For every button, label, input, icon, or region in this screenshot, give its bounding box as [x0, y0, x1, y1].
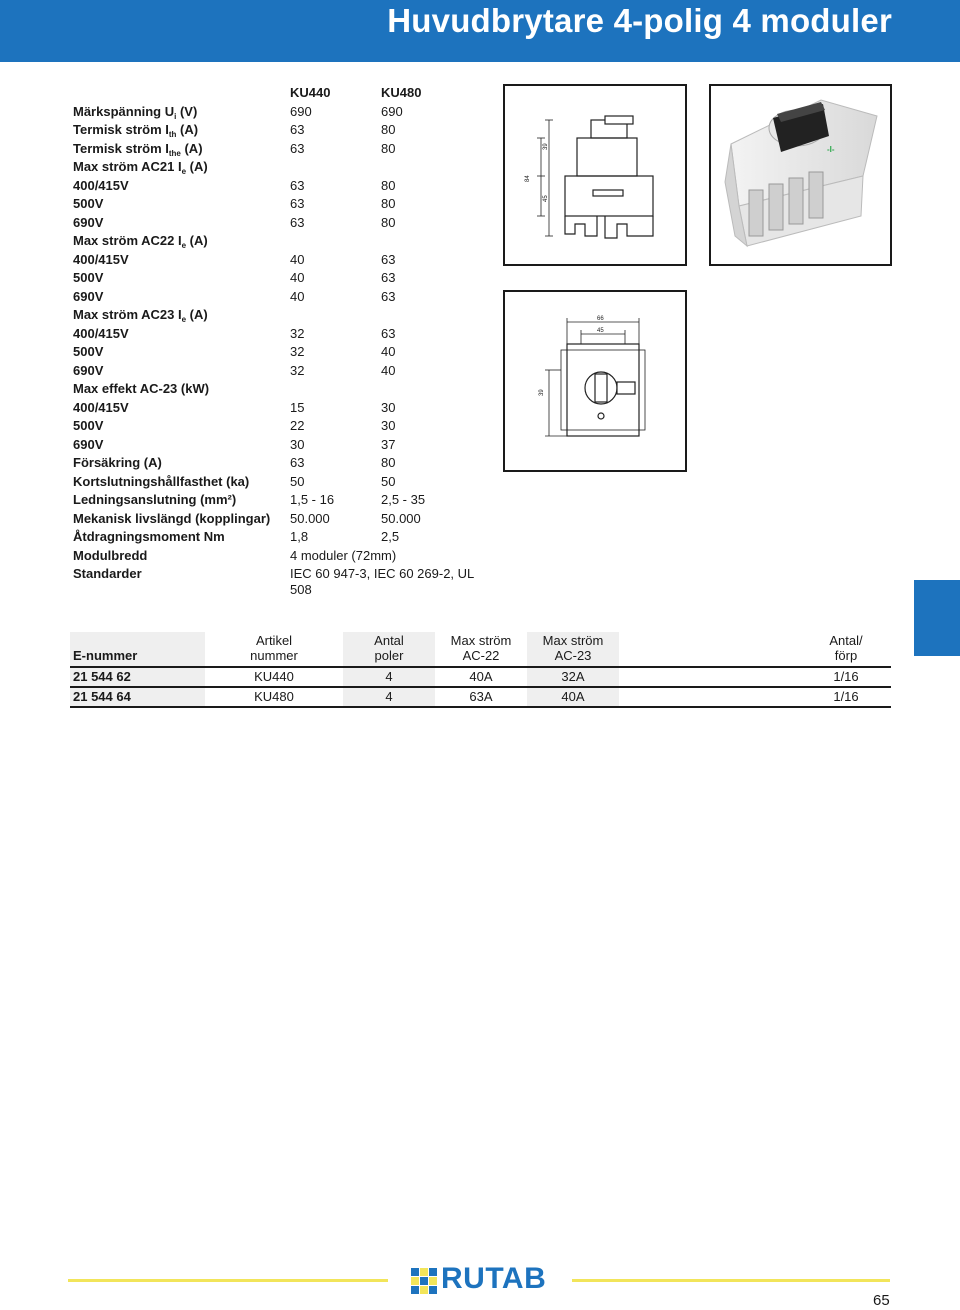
cell-ac23: 40A	[527, 687, 619, 707]
header-empty	[619, 632, 801, 667]
spec-label-text: 690V	[73, 362, 104, 378]
spec-value-ku480: 63	[381, 251, 396, 267]
spec-label-text: 690V	[73, 214, 104, 230]
spec-value-ku440: 30	[290, 436, 305, 452]
spec-value-ku440: 32	[290, 362, 305, 378]
spec-value-ku440: 22	[290, 418, 305, 433]
spec-value-ku440: 50.000	[290, 510, 330, 526]
product-photo-svg	[711, 86, 890, 264]
spec-value-ku440: 40	[290, 270, 305, 285]
spec-label-text: Åtdragningsmoment Nm	[73, 529, 225, 544]
spec-label-unit: (A)	[186, 307, 208, 322]
spec-label	[73, 454, 162, 473]
header-antal-forp: Antal/ förp	[801, 632, 891, 667]
spec-value: 4 moduler (72mm)	[290, 547, 397, 563]
product-photo	[709, 84, 892, 266]
dim-label: 45	[597, 328, 604, 334]
spec-label-text: Max ström AC22 I	[73, 233, 182, 248]
spec-label: Standarder	[73, 566, 142, 581]
spec-value-ku480: 2,5	[381, 529, 400, 544]
spec-value-ku440: 63	[290, 196, 305, 211]
spec-value-ku480: 30	[381, 399, 396, 415]
spec-value-ku440: 63	[290, 140, 305, 156]
side-tab	[914, 580, 960, 656]
front-view-svg	[505, 292, 685, 470]
spec-label-unit: (A)	[176, 122, 199, 137]
spec-label-unit: (A)	[186, 233, 208, 248]
spec-label-subscript: e	[181, 241, 187, 250]
spec-label-text: 500V	[73, 344, 104, 359]
spec-label-text: Mekanisk livslängd (kopplingar)	[73, 510, 271, 526]
page-number: 65	[873, 1292, 890, 1309]
spec-label-unit: (A)	[186, 159, 208, 174]
spec-value-ku440: 32	[290, 344, 305, 359]
side-view-drawing	[503, 84, 687, 266]
spec-label	[73, 251, 129, 270]
spec-label	[73, 491, 236, 510]
footer-rule-right	[572, 1279, 890, 1282]
spec-value: IEC 60 947-3, IEC 60 269-2, UL 508	[290, 566, 474, 597]
footer-rule-left	[68, 1279, 388, 1282]
spec-label-unit: (A)	[180, 140, 203, 156]
spec-label	[73, 510, 270, 529]
dim-label: 39	[539, 389, 545, 396]
spec-label	[73, 436, 103, 455]
dim-label: 66	[597, 316, 604, 322]
cell-e-nummer: 21 544 64	[70, 687, 205, 707]
spec-value-ku440: 1,8	[290, 529, 309, 544]
spec-label-text: Max ström AC21 I	[73, 159, 182, 174]
spec-label-text: Max effekt AC-23 (kW)	[73, 381, 210, 396]
spec-label-text: 500V	[73, 270, 104, 285]
front-view-drawing	[503, 290, 687, 472]
spec-label	[73, 473, 249, 492]
dim-label: 39	[543, 143, 549, 150]
cell-poler: 4	[343, 687, 435, 707]
spec-value-ku480: 30	[381, 418, 396, 433]
spec-value-ku480: 50	[381, 473, 396, 489]
spec-label-text: 400/415V	[73, 177, 129, 193]
side-view-svg	[505, 86, 685, 264]
spec-label-subscript: i	[174, 111, 177, 121]
spec-value-ku440: 40	[290, 288, 305, 304]
spec-column-ku480: KU480	[381, 85, 422, 100]
page-title: Huvudbrytare 4-polig 4 moduler	[387, 2, 892, 39]
header-antal-poler: Antal poler	[343, 632, 435, 667]
spec-value-ku440: 63	[290, 177, 305, 193]
spec-label-text: 400/415V	[73, 251, 129, 267]
spec-label	[73, 417, 103, 436]
spec-label	[73, 343, 103, 362]
spec-label	[73, 288, 103, 307]
dim-label: 45	[543, 195, 549, 202]
dim-label: 84	[525, 175, 531, 182]
spec-value-ku480: 63	[381, 270, 396, 285]
spec-label	[73, 380, 209, 399]
spec-value-ku440: 15	[290, 399, 305, 415]
spec-label	[73, 269, 103, 288]
photo-mark: -I-	[827, 145, 835, 154]
header-artikel-nummer: Artikel nummer	[205, 632, 343, 667]
header-bar	[0, 0, 960, 62]
spec-value-ku480: 80	[381, 455, 396, 470]
spec-label	[73, 362, 103, 381]
spec-label-text: 400/415V	[73, 399, 129, 415]
spec-label-text: 400/415V	[73, 325, 129, 341]
spec-label-text: Max ström AC23 I	[73, 307, 182, 322]
spec-value-ku440: 40	[290, 251, 305, 267]
cell-e-nummer: 21 544 62	[70, 667, 205, 687]
spec-value-ku480: 80	[381, 196, 396, 211]
spec-value-ku480: 2,5 - 35	[381, 492, 426, 507]
spec-label-text: 500V	[73, 196, 104, 211]
spec-value-ku480: 40	[381, 344, 396, 359]
spec-value-ku440: 1,5 - 16	[290, 492, 335, 507]
spec-column-ku440: KU440	[290, 85, 331, 100]
rutab-logo	[411, 1262, 551, 1297]
table-row	[70, 667, 891, 687]
spec-label	[73, 177, 129, 196]
spec-value-ku480: 40	[381, 362, 396, 378]
spec-label-subscript: e	[181, 167, 187, 176]
spec-label-text: Ledningsanslutning (mm²)	[73, 492, 237, 507]
cell-ac22: 40A	[435, 667, 527, 687]
spec-label-text: 690V	[73, 436, 104, 452]
spec-label-text: Termisk ström I	[73, 140, 169, 156]
header-e-nummer: E-nummer	[70, 632, 205, 667]
order-table	[70, 632, 891, 708]
spec-value-ku440: 32	[290, 325, 305, 341]
spec-label-text: 500V	[73, 418, 104, 433]
spec-value-ku480: 80	[381, 122, 396, 137]
spec-label	[73, 214, 103, 233]
spec-value-ku440: 690	[290, 103, 312, 119]
spec-value-ku480: 80	[381, 214, 396, 230]
cell-empty	[619, 687, 801, 707]
spec-value-ku440: 50	[290, 473, 305, 489]
cell-poler: 4	[343, 667, 435, 687]
cell-forp: 1/16	[801, 667, 891, 687]
spec-value-ku440: 63	[290, 214, 305, 230]
spec-label	[73, 325, 129, 344]
cell-artikel: KU480	[205, 687, 343, 707]
cell-artikel: KU440	[205, 667, 343, 687]
spec-label	[73, 195, 103, 214]
order-header-row	[70, 632, 891, 667]
cell-forp: 1/16	[801, 687, 891, 707]
table-row	[70, 687, 891, 707]
spec-label	[73, 399, 129, 418]
spec-label: Modulbredd	[73, 547, 148, 563]
cell-empty	[619, 667, 801, 687]
spec-value-ku480: 63	[381, 325, 396, 341]
spec-value-ku440: 63	[290, 122, 305, 137]
spec-label-subscript: the	[168, 148, 181, 158]
spec-label-text: Termisk ström I	[73, 122, 169, 137]
spec-label-subscript: th	[168, 130, 177, 139]
spec-value-ku480: 80	[381, 177, 396, 193]
spec-label-text: 690V	[73, 288, 104, 304]
cell-ac23: 32A	[527, 667, 619, 687]
spec-label	[73, 528, 225, 547]
spec-value-ku480: 50.000	[381, 510, 421, 526]
header-max-strom-ac23: Max ström AC-23	[527, 632, 619, 667]
logo-text: RUTAB	[441, 1262, 547, 1295]
rutab-logo-mark-icon	[411, 1268, 437, 1294]
spec-label-text: Kortslutningshållfasthet (ka)	[73, 473, 250, 489]
header-max-strom-ac22: Max ström AC-22	[435, 632, 527, 667]
spec-label-text: Märkspänning U	[73, 103, 175, 119]
spec-value-ku480: 63	[381, 288, 396, 304]
spec-value-ku440: 63	[290, 455, 305, 470]
spec-value-ku480: 80	[381, 140, 396, 156]
cell-ac22: 63A	[435, 687, 527, 707]
spec-value-ku480: 690	[381, 103, 403, 119]
spec-label-unit: (V)	[176, 103, 198, 119]
spec-label-text: Försäkring (A)	[73, 455, 162, 470]
spec-value-ku480: 37	[381, 436, 396, 452]
spec-label-subscript: e	[181, 315, 187, 324]
